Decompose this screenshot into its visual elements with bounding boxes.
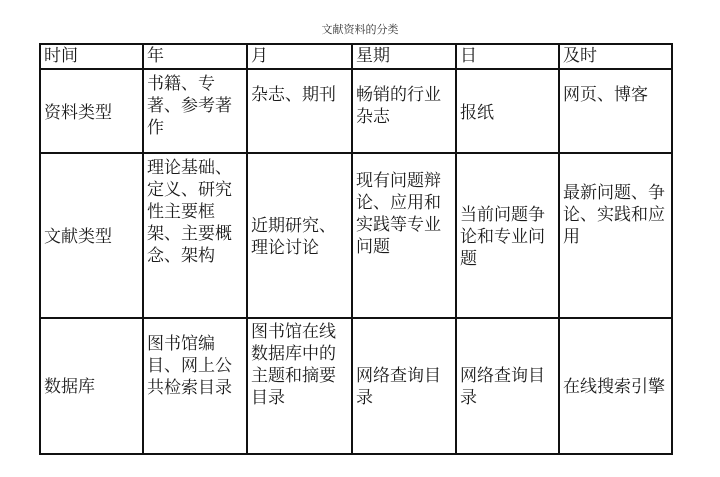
row-label: 资料类型 bbox=[40, 69, 143, 153]
header-row bbox=[40, 44, 672, 69]
table-row bbox=[40, 153, 672, 318]
table-cell: 杂志、期刊 bbox=[247, 69, 352, 153]
table-cell: 图书馆在线数据库中的主题和摘要目录 bbox=[247, 318, 352, 454]
table-cell: 网络查询目录 bbox=[352, 318, 456, 454]
document-title: 文献资料的分类 bbox=[321, 23, 399, 36]
table-cell: 近期研究、理论讨论 bbox=[247, 153, 352, 318]
table-cell: 理论基础、定义、研究性主要框架、主要概念、架构 bbox=[143, 153, 247, 318]
header-cell-timely: 及时 bbox=[559, 44, 672, 69]
table-cell: 现有问题辩论、应用和实践等专业问题 bbox=[352, 153, 456, 318]
table-cell: 网页、博客 bbox=[559, 69, 672, 153]
header-cell-day: 日 bbox=[456, 44, 559, 69]
row-label: 数据库 bbox=[40, 318, 143, 454]
table-cell: 畅销的行业杂志 bbox=[352, 69, 456, 153]
table-row bbox=[40, 318, 672, 454]
table-cell: 当前问题争论和专业问题 bbox=[456, 153, 559, 318]
table-cell: 书籍、专著、参考著作 bbox=[143, 69, 247, 153]
row-label: 文献类型 bbox=[40, 153, 143, 318]
header-cell-year: 年 bbox=[143, 44, 247, 69]
classification-table bbox=[39, 43, 673, 455]
header-cell-month: 月 bbox=[247, 44, 352, 69]
table-cell: 网络查询目录 bbox=[456, 318, 559, 454]
header-cell-time: 时间 bbox=[40, 44, 143, 69]
table-cell: 最新问题、争论、实践和应用 bbox=[559, 153, 672, 318]
table-row bbox=[40, 69, 672, 153]
table-cell: 在线搜索引擎 bbox=[559, 318, 672, 454]
table-cell: 图书馆编目、网上公共检索目录 bbox=[143, 318, 247, 454]
table-cell: 报纸 bbox=[456, 69, 559, 153]
header-cell-week: 星期 bbox=[352, 44, 456, 69]
